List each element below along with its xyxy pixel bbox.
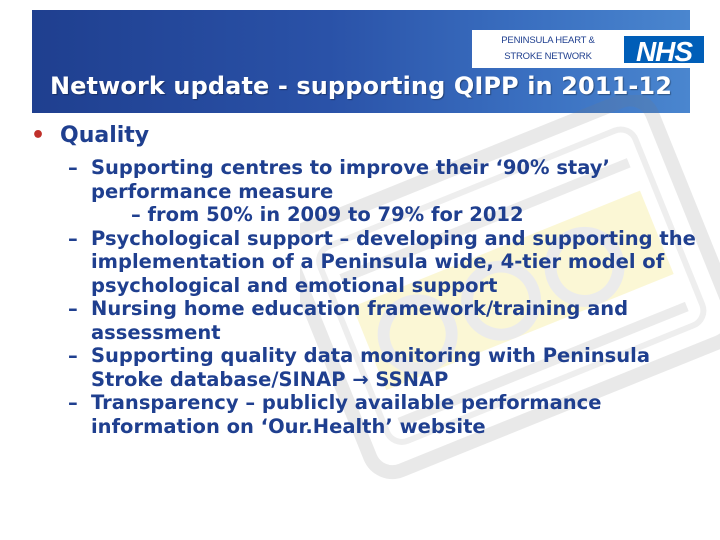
item-line: Psychological support – developing and supporting the [91,226,696,250]
logo-line-2: STROKE NETWORK [504,51,592,62]
dash-icon: – [68,297,78,320]
item-line: Stroke database/SINAP → SSNAP [91,367,449,391]
item-line: Supporting quality data monitoring with Peninsula [91,344,650,367]
dash-icon: – [68,156,78,179]
sub-bullet-item [28,344,700,391]
header-banner [32,10,693,113]
bullet-quality [28,119,700,153]
item-line: implementation of a Peninsula wide, 4-tier model of [91,250,665,273]
sub-bullet-item [28,391,700,438]
item-sub-line: – from 50% in 2009 to 79% for 2012 [131,203,524,226]
logo-line-1: PENINSULA HEART & [501,35,595,46]
nhs-logo: NHS [622,34,706,65]
sub-bullet-item [28,297,700,344]
bullet-heading: Quality [60,123,150,148]
sub-bullet-item [28,227,700,298]
item-line: Supporting centres to improve their ‘90% stay’ [91,156,610,179]
item-line: performance measure [91,179,334,203]
sub-bullet-list [28,156,700,438]
item-line: psychological and emotional support [91,273,498,297]
slide-title: Network update - supporting QIPP in 2011-12 [49,72,673,100]
dash-icon: – [68,391,78,414]
item-line: information on ‘Our.Health’ website [91,414,486,438]
network-logo [472,30,709,68]
item-line: assessment [91,320,221,344]
dash-icon: – [68,344,78,367]
dash-icon: – [68,226,78,250]
network-logo-text [478,33,618,65]
item-line: Transparency – publicly available performance [91,391,602,414]
bullet-icon: • [31,123,46,148]
slide-content [28,119,700,438]
item-line: Nursing home education framework/training and [91,297,629,320]
sub-bullet-item [28,156,700,227]
